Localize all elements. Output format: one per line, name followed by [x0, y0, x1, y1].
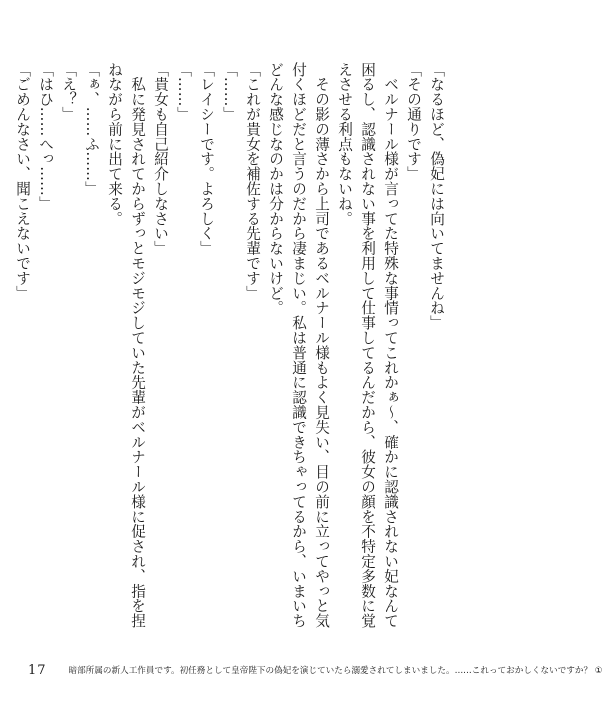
- page-footer: [28, 661, 603, 679]
- paragraph: 「……」: [175, 62, 192, 122]
- paragraph: 「これが貴女を補佐する先輩です」: [244, 62, 261, 301]
- paragraph: ベルナール様が言ってた特殊な事情ってこれかぁ〜、確かに認識されない妃なんて困るし、認識されない事を利用して仕事してるんだから、彼女の顔を不特定多数に覚えさせる利点もないね。: [336, 62, 399, 629]
- paragraph: 「え？」: [60, 62, 77, 122]
- paragraph: 「貴女も自己紹介しなさい」: [152, 62, 169, 256]
- paragraph: 「はひ……へっ……」: [37, 62, 54, 211]
- paragraph: 「なるほど、偽妃には向いてませんね」: [428, 62, 445, 331]
- paragraph: 「その通りです」: [405, 62, 422, 182]
- page-number: 17: [28, 662, 47, 678]
- running-title: 暗部所属の新人工作員です。初任務として皇帝陛下の偽妃を演じていたら溺愛されてしまいました。……これっておかしくないですか？ ①: [68, 666, 603, 676]
- vertical-text-body: [14, 62, 448, 642]
- paragraph: 「……」: [221, 62, 238, 122]
- paragraph: 「ぁ、……ふ……」: [83, 62, 100, 197]
- paragraph: その影の薄さから上司であるベルナール様もよく見失い、目の前に立ってやっと気付くほどだと言うのだから凄まじい。私は普通に認識できちゃってるから、いまいちどんな感じなのかは分からないけど。: [267, 62, 330, 629]
- paragraph: 「ごめんなさい、聞こえないです」: [14, 62, 31, 301]
- paragraph: 「レイシーです。よろしく」: [198, 62, 215, 256]
- paragraph: 私に発見されてからずっとモジモジしていた先輩がベルナール様に促され、指を捏ねながら前に出て来る。: [106, 62, 146, 629]
